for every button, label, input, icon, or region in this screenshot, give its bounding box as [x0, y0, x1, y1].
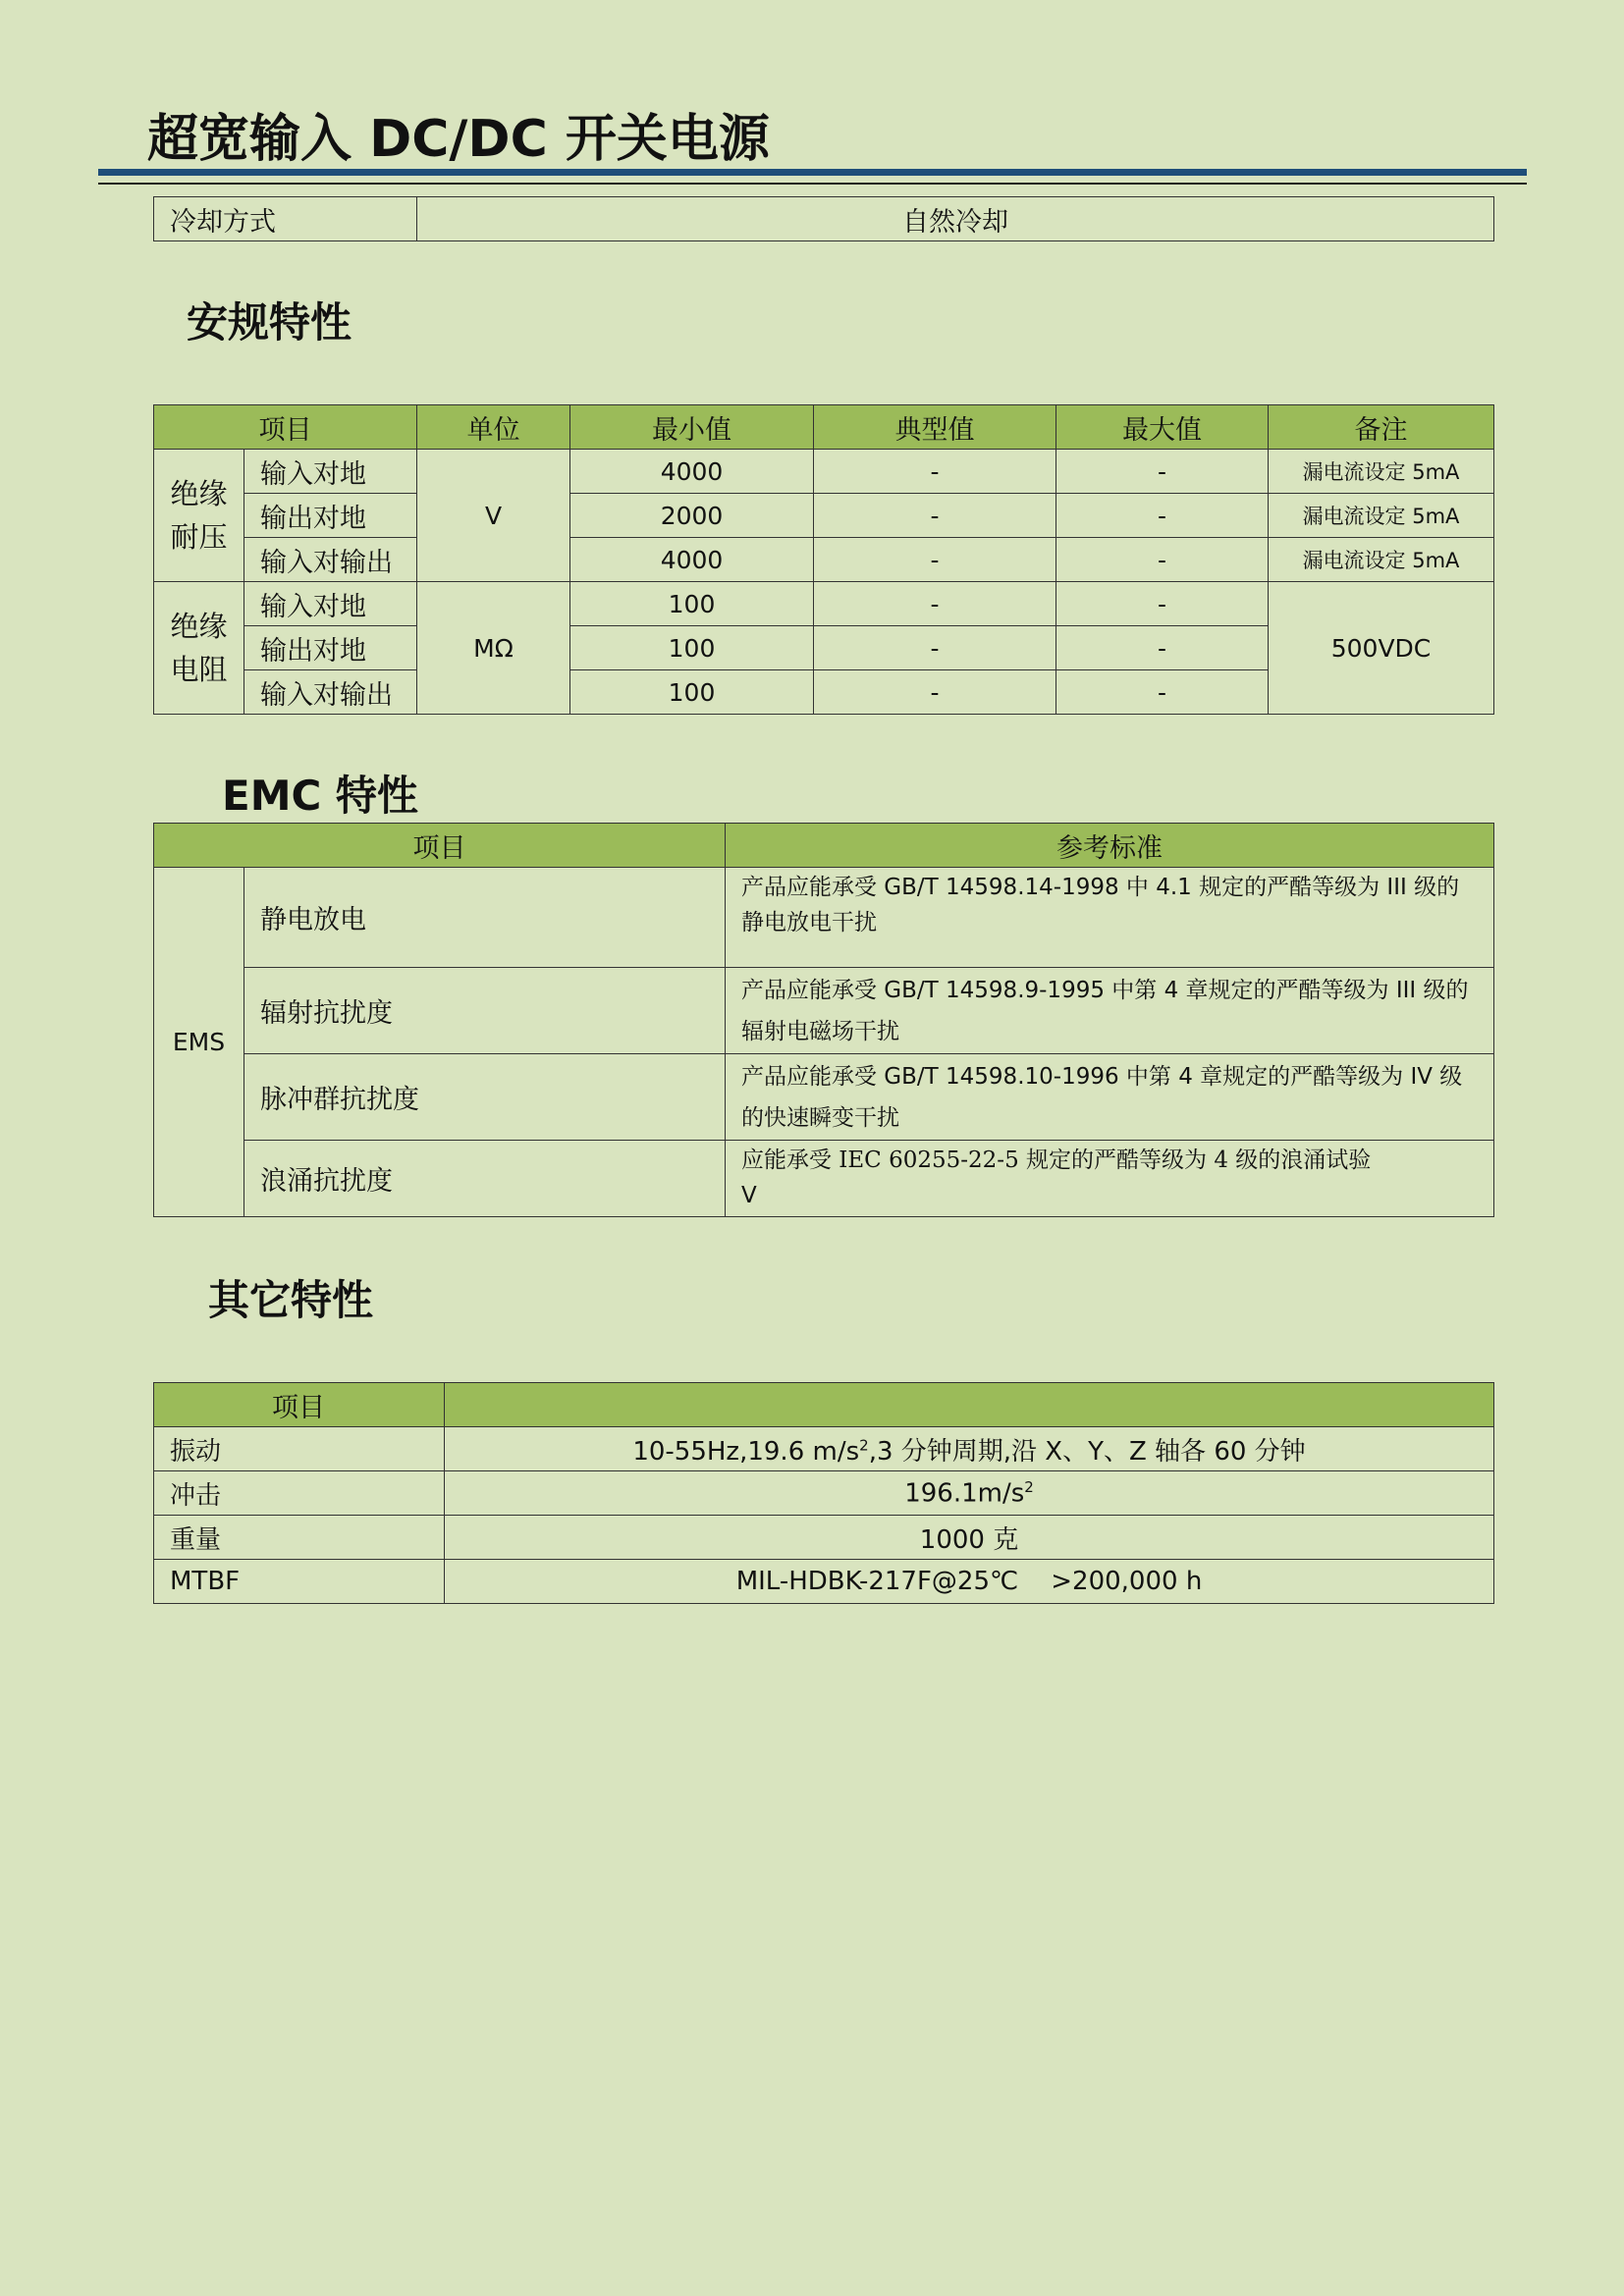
max-cell: -	[1056, 494, 1269, 538]
min-cell: 100	[570, 626, 814, 670]
shock-label: 冲击	[154, 1471, 445, 1516]
group-label-withstand	[154, 450, 244, 582]
other-section-title: 其它特性	[208, 1276, 374, 1324]
item-cell: 脉冲群抗扰度	[244, 1054, 726, 1141]
item-cell: 输入对地	[244, 450, 417, 494]
col-header-item: 项目	[154, 824, 726, 868]
table-header-row	[154, 1383, 1494, 1427]
col-header-note: 备注	[1269, 405, 1494, 450]
table-row	[154, 868, 1494, 968]
col-header-min: 最小值	[570, 405, 814, 450]
item-cell: 浪涌抗扰度	[244, 1141, 726, 1217]
min-cell: 4000	[570, 538, 814, 582]
mtbf-value: MIL-HDBK-217F@25℃ >200,000 h	[445, 1560, 1494, 1604]
col-header-item: 项目	[154, 405, 417, 450]
header-rule	[98, 169, 1527, 176]
vibration-value	[445, 1427, 1494, 1471]
cooling-table	[153, 196, 1494, 241]
max-cell: -	[1056, 538, 1269, 582]
col-header-standard: 参考标准	[726, 824, 1494, 868]
unit-cell: V	[417, 450, 570, 582]
item-cell: 辐射抗扰度	[244, 968, 726, 1054]
col-header-max: 最大值	[1056, 405, 1269, 450]
col-header-empty	[445, 1383, 1494, 1427]
superscript: 2	[1024, 1477, 1034, 1496]
standard-cell: 产品应能承受 GB/T 14598.9-1995 中第 4 章规定的严酷等级为 III 级的辐射电磁场干扰	[726, 968, 1494, 1054]
col-header-typ: 典型值	[814, 405, 1056, 450]
cooling-value: 自然冷却	[417, 197, 1494, 241]
typ-cell: -	[814, 626, 1056, 670]
shock-value-main: 196.1m/s	[904, 1478, 1025, 1509]
max-cell: -	[1056, 626, 1269, 670]
table-row	[154, 1516, 1494, 1560]
group-label-line: 耐压	[170, 520, 228, 554]
item-cell: 输出对地	[244, 626, 417, 670]
cooling-label: 冷却方式	[154, 197, 417, 241]
max-cell: -	[1056, 670, 1269, 715]
standard-line: 应能承受 IEC 60255-22-5 规定的严酷等级为 4 级的浪涌试验	[741, 1148, 1372, 1173]
safety-section-title: 安规特性	[187, 298, 352, 347]
table-row	[154, 1141, 1494, 1217]
table-row	[154, 450, 1494, 494]
superscript: 2	[859, 1435, 869, 1454]
table-row	[154, 968, 1494, 1054]
item-cell: 输入对地	[244, 582, 417, 626]
max-cell: -	[1056, 582, 1269, 626]
col-header-item: 项目	[154, 1383, 445, 1427]
col-header-unit: 单位	[417, 405, 570, 450]
typ-cell: -	[814, 670, 1056, 715]
document-title: 超宽输入 DC/DC 开关电源	[147, 110, 770, 169]
table-row	[154, 1560, 1494, 1604]
standard-cell: 产品应能承受 GB/T 14598.10-1996 中第 4 章规定的严酷等级为 IV 级的快速瞬变干扰	[726, 1054, 1494, 1141]
min-cell: 2000	[570, 494, 814, 538]
header-rule-thin	[98, 183, 1527, 185]
typ-cell: -	[814, 582, 1056, 626]
note-cell: 漏电流设定 5mA	[1269, 494, 1494, 538]
item-cell: 输入对输出	[244, 538, 417, 582]
min-cell: 100	[570, 670, 814, 715]
note-cell: 漏电流设定 5mA	[1269, 450, 1494, 494]
ems-category: EMS	[154, 868, 244, 1217]
table-row	[154, 494, 1494, 538]
shock-value	[445, 1471, 1494, 1516]
table-row	[154, 538, 1494, 582]
max-cell: -	[1056, 450, 1269, 494]
unit-cell: MΩ	[417, 582, 570, 715]
group-label-line: 绝缘	[170, 477, 228, 510]
group-label-line: 绝缘	[170, 610, 228, 643]
other-table	[153, 1382, 1494, 1604]
note-cell: 漏电流设定 5mA	[1269, 538, 1494, 582]
vibration-value-rest: ,3 分钟周期,沿 X、Y、Z 轴各 60 分钟	[868, 1436, 1306, 1467]
table-row	[154, 197, 1494, 241]
table-header-row	[154, 824, 1494, 868]
table-row	[154, 582, 1494, 626]
note-cell: 500VDC	[1269, 582, 1494, 715]
safety-table	[153, 404, 1494, 715]
table-header-row	[154, 405, 1494, 450]
typ-cell: -	[814, 538, 1056, 582]
standard-cell	[726, 1141, 1494, 1217]
item-cell: 输入对输出	[244, 670, 417, 715]
typ-cell: -	[814, 450, 1056, 494]
group-label-resistance	[154, 582, 244, 715]
item-cell: 输出对地	[244, 494, 417, 538]
vibration-value-main: 10-55Hz,19.6 m/s	[632, 1436, 860, 1467]
table-row	[154, 1427, 1494, 1471]
min-cell: 4000	[570, 450, 814, 494]
emc-section-title: EMC 特性	[222, 772, 418, 820]
item-cell: 静电放电	[244, 868, 726, 968]
table-row	[154, 1054, 1494, 1141]
emc-table	[153, 823, 1494, 1217]
weight-label: 重量	[154, 1516, 445, 1560]
table-row	[154, 1471, 1494, 1516]
standard-cell: 产品应能承受 GB/T 14598.14-1998 中 4.1 规定的严酷等级为 III 级的静电放电干扰	[726, 868, 1494, 968]
mtbf-label: MTBF	[154, 1560, 445, 1604]
typ-cell: -	[814, 494, 1056, 538]
group-label-line: 电阻	[170, 653, 228, 686]
standard-line: V	[741, 1183, 757, 1208]
weight-value: 1000 克	[445, 1516, 1494, 1560]
min-cell: 100	[570, 582, 814, 626]
vibration-label: 振动	[154, 1427, 445, 1471]
